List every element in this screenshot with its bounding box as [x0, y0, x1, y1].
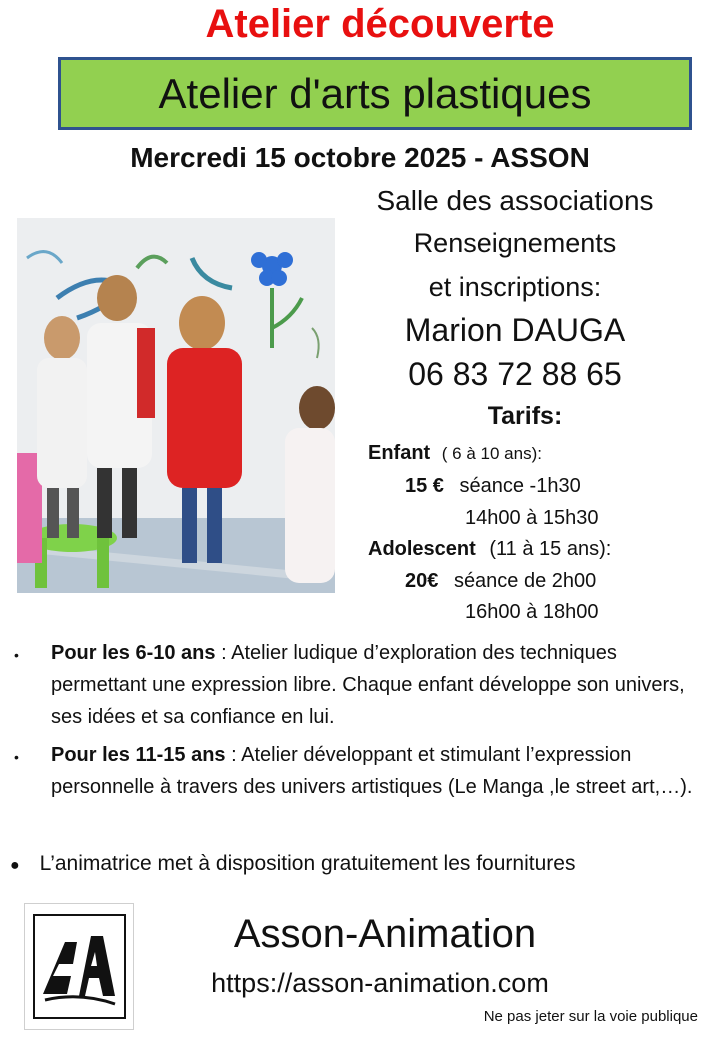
footer-note: Ne pas jeter sur la voie publique — [483, 1008, 698, 1025]
tarif-teen-label: Adolescent — [368, 538, 476, 560]
info-line-2: et inscriptions: — [428, 272, 602, 302]
bullet-lead: Pour les 6-10 ans — [51, 642, 216, 664]
event-date: Mercredi 15 octobre 2025 - ASSON — [130, 142, 590, 173]
tarif-child-ages: ( 6 à 10 ans): — [441, 444, 542, 463]
tarif-teen-session: séance de 2h00 — [453, 570, 597, 592]
bullet-text — [51, 739, 701, 803]
top-title: Atelier découverte — [205, 2, 555, 46]
tarif-child-label: Enfant — [368, 442, 431, 464]
bullet-body: : Atelier développant et stimulant l’expression personnelle à travers des univers artistiques (Le Manga ,le street art,…). — [51, 744, 693, 798]
children-painting-photo — [17, 218, 335, 593]
contact-name: Marion DAUGA — [404, 312, 626, 348]
tarif-teen-price: 20€ — [405, 570, 439, 592]
venue: Salle des associations — [376, 185, 654, 216]
tarif-child-price: 15 € — [405, 475, 444, 497]
supplies-text: L’animatrice met à disposition gratuitement les fournitures — [39, 852, 576, 875]
tarif-teen-ages: (11 à 15 ans): — [489, 538, 612, 560]
bullet-text — [51, 637, 701, 733]
banner-title: Atelier d'arts plastiques — [158, 69, 592, 117]
tarifs-title: Tarifs: — [487, 402, 563, 430]
bullet-lead: Pour les 11-15 ans — [51, 744, 226, 766]
bullet-icon: ● — [10, 857, 20, 874]
bullet-body: : Atelier ludique d’exploration des techniques permettant une expression libre. Chaque enfant développe son univers, ses idées et sa confiance en lui. — [51, 642, 685, 728]
photo-illustration — [17, 218, 335, 593]
bullet-icon: • — [14, 647, 19, 663]
supplies-note — [10, 852, 575, 876]
tarif-child-session: séance -1h30 — [459, 475, 581, 497]
tarif-child-price-row — [405, 475, 581, 498]
tarif-teen-row — [368, 538, 611, 561]
info-line-1: Renseignements — [413, 228, 617, 258]
org-url[interactable]: https://asson-animation.com — [211, 968, 549, 998]
logo-frame — [33, 914, 126, 1019]
tarif-teen-price-row — [405, 570, 596, 593]
org-name: Asson-Animation — [233, 912, 537, 956]
tarif-teen-time: 16h00 à 18h00 — [465, 601, 599, 623]
logo-aa-icon — [35, 916, 124, 1017]
asson-animation-logo — [24, 903, 134, 1030]
title-banner — [58, 57, 692, 130]
tarif-child-time: 14h00 à 15h30 — [465, 507, 599, 529]
tarif-child-row — [368, 442, 542, 465]
contact-phone: 06 83 72 88 65 — [408, 356, 622, 392]
bullet-icon: • — [14, 749, 19, 765]
